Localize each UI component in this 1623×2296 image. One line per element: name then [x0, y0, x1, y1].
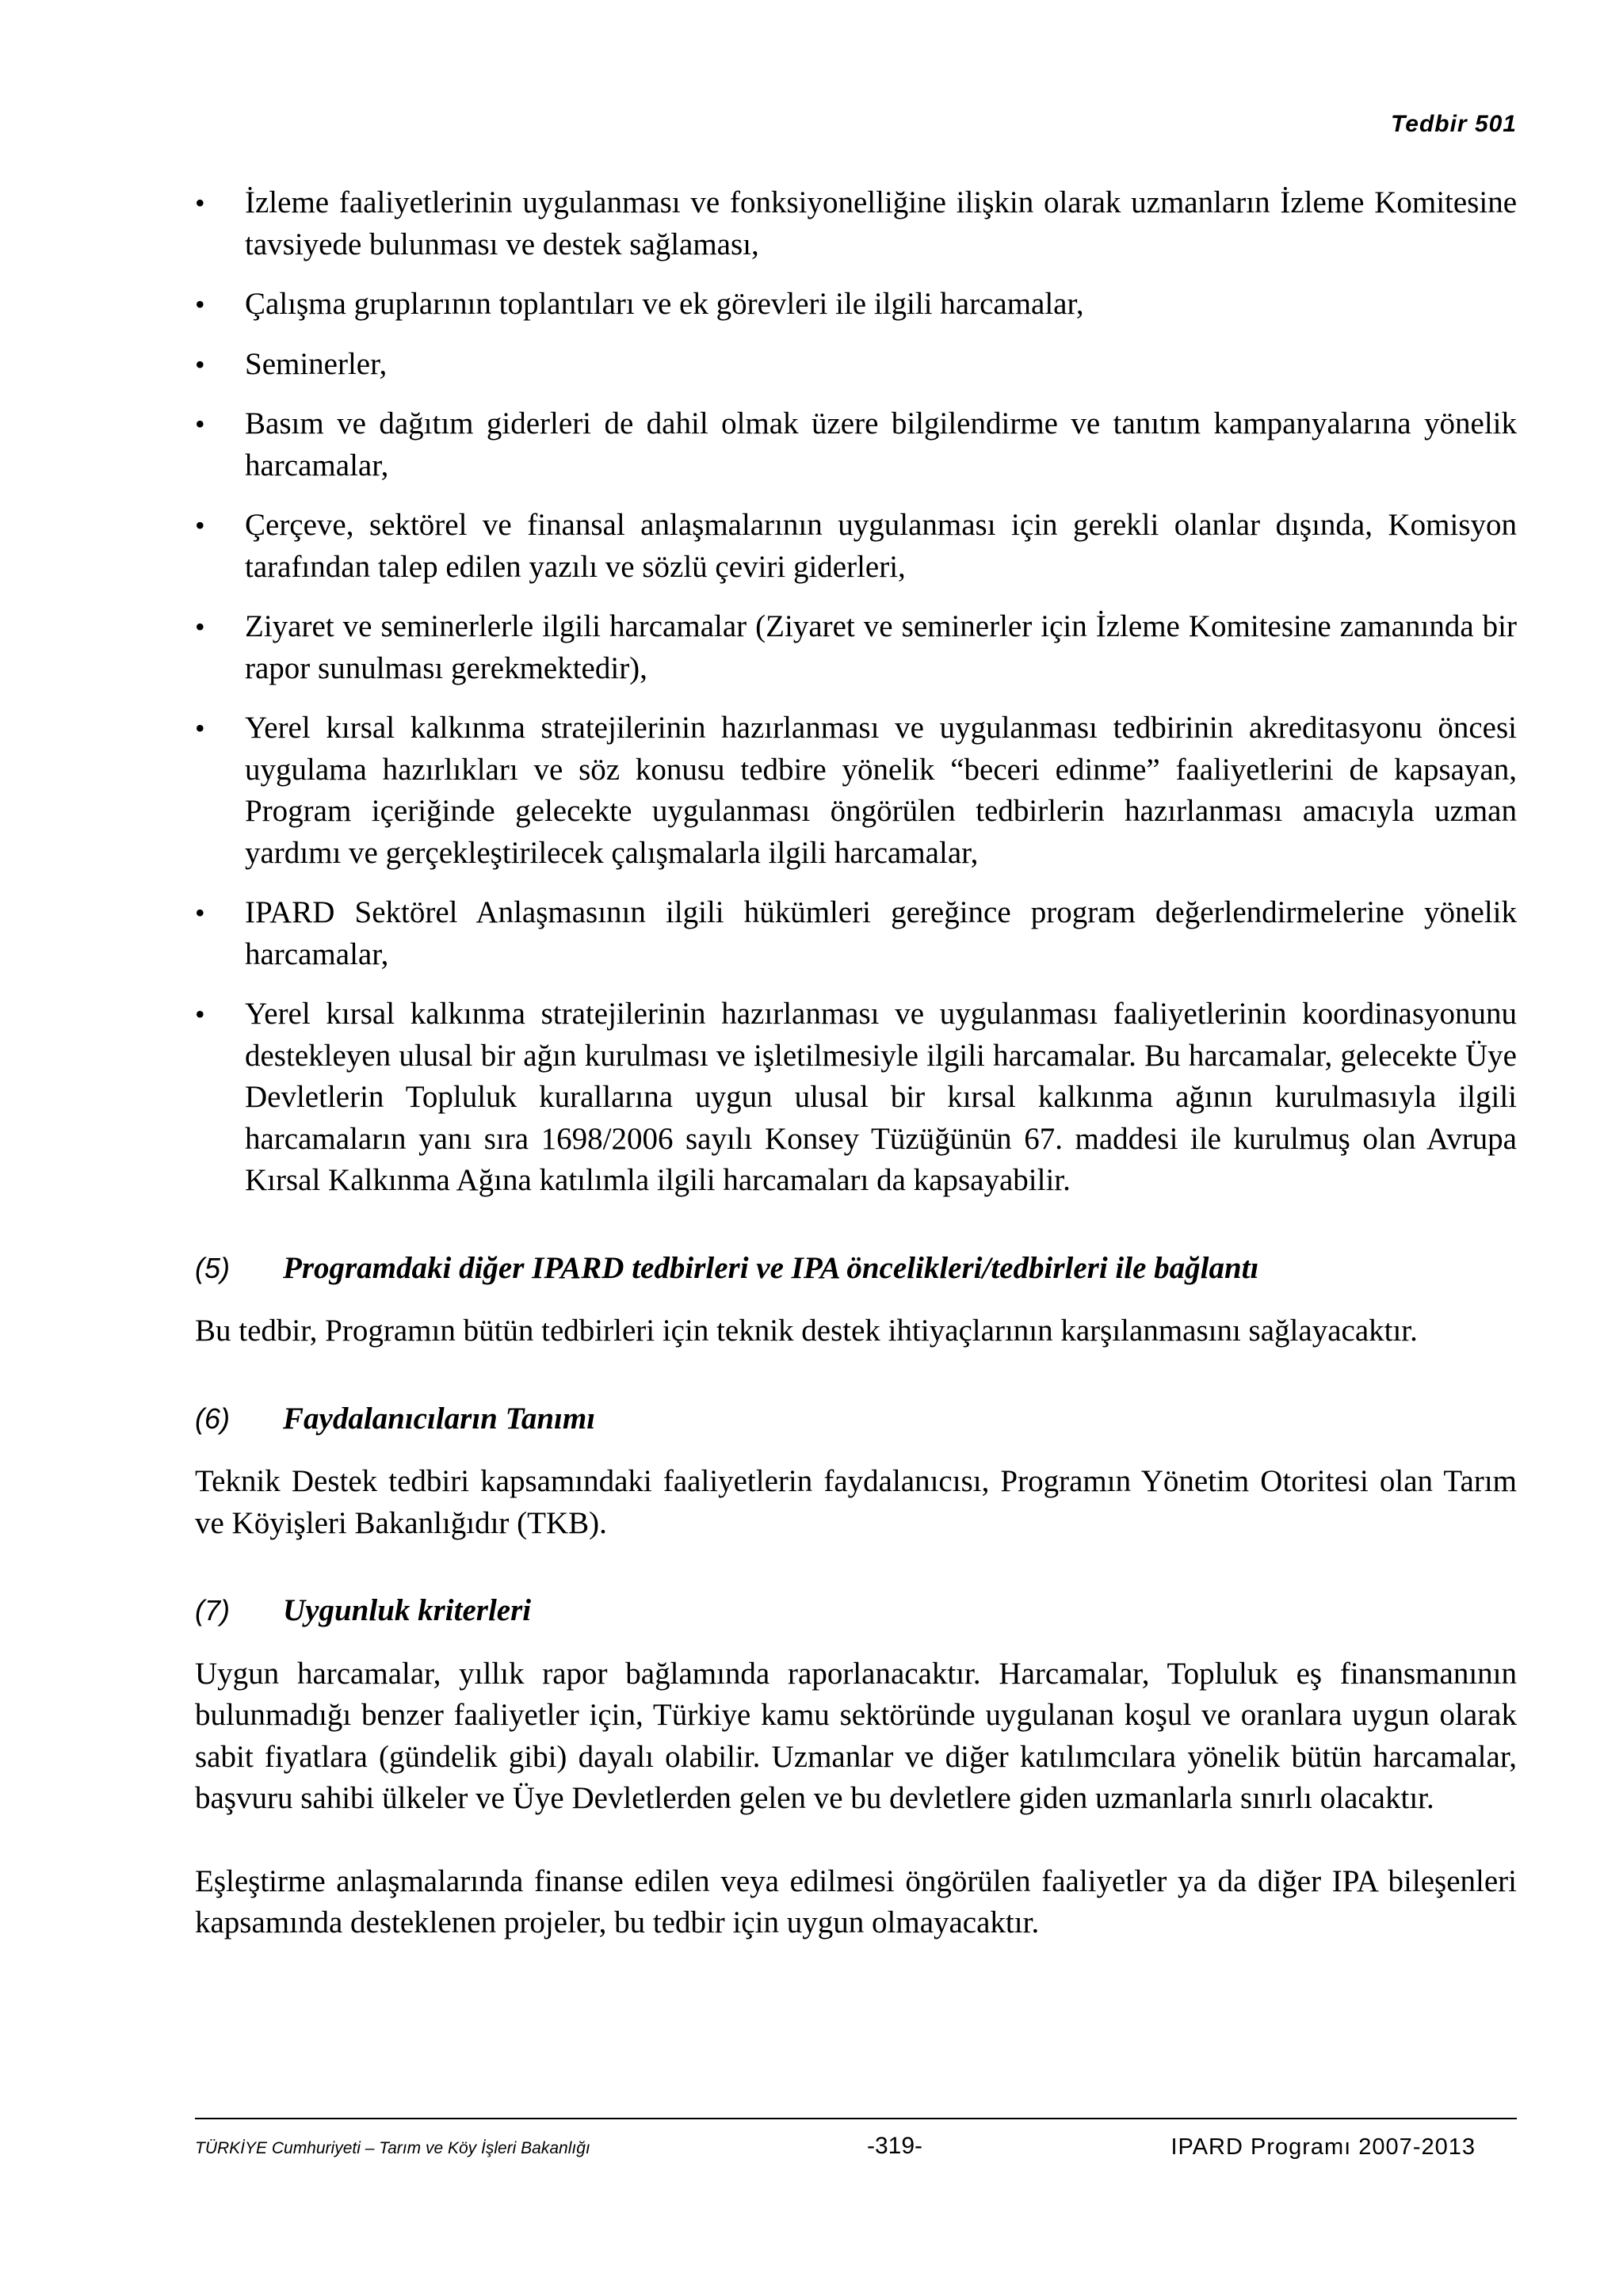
section-beneficiaries: [195, 1398, 1517, 1545]
eligible-expenses-list: [195, 182, 1517, 1202]
footer-programme: IPARD Programı 2007-2013: [1170, 2134, 1476, 2160]
section-title: Faydalanıcıların Tanımı: [283, 1401, 596, 1436]
section-heading: [195, 1248, 1517, 1290]
page-content: [195, 182, 1517, 1944]
section-heading: [195, 1590, 1517, 1632]
footer-divider: [195, 2118, 1517, 2119]
list-item: • Çerçeve, sektörel ve finansal anlaşmalarının uygulanması için gerekli olanlar dışında, Komisyon tarafından talep edilen yazılı ve sözlü çeviri giderleri,: [195, 505, 1517, 588]
section-eligibility: [195, 1590, 1517, 1944]
paragraph: Teknik Destek tedbiri kapsamındaki faaliyetlerin faydalanıcısı, Programın Yönetim Otoritesi olan Tarım ve Köyişleri Bakanlığıdır (TKB).: [195, 1464, 1517, 1540]
section-title: Uygunluk kriterleri: [283, 1593, 532, 1627]
section-number: (7): [195, 1594, 230, 1627]
section-heading: [195, 1398, 1517, 1440]
list-item: • Yerel kırsal kalkınma stratejilerinin hazırlanması ve uygulanması tedbirinin akreditasyonu öncesi uygulama hazırlıkları ve söz konusu tedbire yönelik “beceri edinme” faaliyetlerini de kapsayan, Program içeriğinde gelecekte uygulanması öngörülen tedbirlerin hazırlanması amacıyla uzman yardımı ve gerçekleştirilecek çalışmalarla ilgili harcamalar,: [195, 707, 1517, 874]
section-title: Programdaki diğer IPARD tedbirleri ve IPA öncelikleri/tedbirleri ile bağlantı: [283, 1250, 1259, 1285]
list-item: • IPARD Sektörel Anlaşmasının ilgili hükümleri gereğince program değerlendirmelerine yönelik harcamalar,: [195, 892, 1517, 975]
paragraph: Bu tedbir, Programın bütün tedbirleri için teknik destek ihtiyaçlarının karşılanmasını sağlayacaktır.: [195, 1314, 1418, 1348]
footer-ministry: TÜRKİYE Cumhuriyeti – Tarım ve Köy İşleri Bakanlığı: [195, 2139, 590, 2157]
list-item: • Çalışma gruplarının toplantıları ve ek görevleri ile ilgili harcamalar,: [195, 284, 1517, 326]
list-item: • Basım ve dağıtım giderleri de dahil olmak üzere bilgilendirme ve tanıtım kampanyalarına yönelik harcamalar,: [195, 403, 1517, 486]
list-item: • Yerel kırsal kalkınma stratejilerinin hazırlanması ve uygulanması faaliyetlerinin koordinasyonunu destekleyen ulusal bir ağın kurulması ve işletilmesiyle ilgili harcamalar. Bu harcamalar, gelecekte Üye Devletlerin Topluluk kurallarına uygun ulusal bir kırsal kalkınma ağının kurulmasıyla ilgili harcamaların yanı sıra 1698/2006 sayılı Konsey Tüzüğünün 67. maddesi ile kurulmuş olan Avrupa Kırsal Kalkınma Ağına katılımla ilgili harcamaları da kapsayabilir.: [195, 994, 1517, 1202]
list-item: • Seminerler,: [195, 344, 1517, 386]
section-number: (6): [195, 1402, 230, 1435]
list-item: • İzleme faaliyetlerinin uygulanması ve fonksiyonelliğine ilişkin olarak uzmanların İzleme Komitesine tavsiyede bulunması ve destek sağlaması,: [195, 182, 1517, 265]
page-number: -319-: [867, 2133, 923, 2159]
paragraph: Uygun harcamalar, yıllık rapor bağlamında raporlanacaktır. Harcamalar, Topluluk eş finansmanının bulunmadığı benzer faaliyetler için, Türkiye kamu sektöründe uygulanan koşul ve oranlara uygun olarak sabit fiyatlara (gündelik gibi) dayalı olabilir. Uzmanlar ve diğer katılımcılara yönelik bütün harcamalar, başvuru sahibi ülkeler ve Üye Devletlerden gelen ve bu devletlere giden uzmanlarla sınırlı olacaktır.: [195, 1656, 1517, 1815]
paragraph: Eşleştirme anlaşmalarında finanse edilen veya edilmesi öngörülen faaliyetler ya da diğer IPA bileşenleri kapsamında desteklenen projeler, bu tedbir için uygun olmayacaktır.: [195, 1863, 1517, 1939]
section-number: (5): [195, 1251, 230, 1284]
running-header: Tedbir 501: [1391, 111, 1517, 137]
list-item: • Ziyaret ve seminerlerle ilgili harcamalar (Ziyaret ve seminerler için İzleme Komitesine zamanında bir rapor sunulması gerekmektedir),: [195, 606, 1517, 689]
section-linkage: [195, 1248, 1517, 1352]
